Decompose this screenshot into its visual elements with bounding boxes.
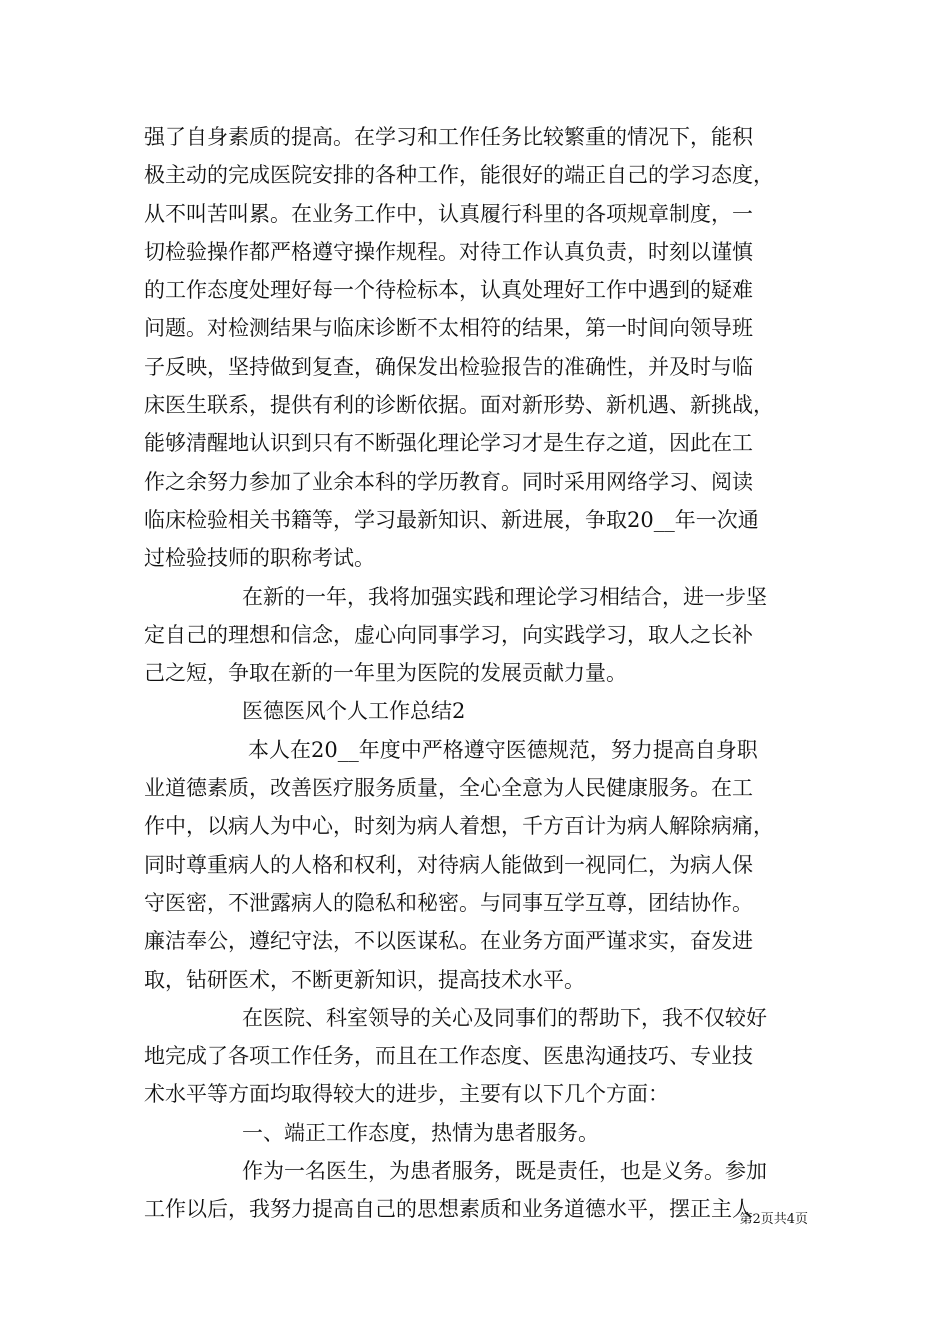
text-line: 地完成了各项工作任务，而且在工作态度、医患沟通技巧、专业技	[144, 1044, 753, 1069]
text-line: 床医生联系，提供有利的诊断依据。面对新形势、新机遇、新挑战，	[144, 393, 774, 418]
text-line: 问题。对检测结果与临床诊断不太相符的结果，第一时间向领导班	[144, 316, 753, 341]
body-text	[144, 118, 816, 1229]
text-line: 能够清醒地认识到只有不断强化理论学习才是生存之道，因此在工	[144, 431, 753, 456]
text-line: 同时尊重病人的人格和权利，对待病人能做到一视同仁，为病人保	[144, 852, 753, 877]
text-line: 从不叫苦叫累。在业务工作中，认真履行科里的各项规章制度，一	[144, 201, 753, 226]
paragraph-start: 在医院、科室领导的关心及同事们的帮助下，我不仅较好	[242, 1005, 767, 1030]
text-line: 定自己的理想和信念，虚心向同事学习，向实践学习，取人之长补	[144, 622, 753, 647]
text-line: 工作以后，我努力提高自己的思想素质和业务道德水平，摆正主人	[144, 1197, 753, 1222]
paragraph-start: 在新的一年，我将加强实践和理论学习相结合，进一步坚	[242, 584, 767, 609]
text-line: 己之短，争取在新的一年里为医院的发展贡献力量。	[144, 661, 627, 686]
text-line: 强了自身素质的提高。在学习和工作任务比较繁重的情况下，能积	[144, 125, 753, 149]
text-line: 的工作态度处理好每一个待检标本，认真处理好工作中遇到的疑难	[144, 278, 753, 303]
subsection-heading: 一、端正工作态度，热情为患者服务。	[242, 1120, 599, 1145]
text-line: 术水平等方面均取得较大的进步，主要有以下几个方面：	[144, 1082, 669, 1107]
text-line: 作之余努力参加了业余本科的学历教育。同时采用网络学习、阅读	[144, 469, 753, 494]
text-line: 作中，以病人为中心，时刻为病人着想，千方百计为病人解除病痛，	[144, 814, 774, 839]
paragraph-start: 本人在20__年度中严格遵守医德规范，努力提高自身职	[248, 737, 758, 762]
text-line: 守医密，不泄露病人的隐私和秘密。与同事互学互尊，团结协作。	[144, 890, 753, 915]
text-line: 过检验技师的职称考试。	[144, 546, 375, 571]
page-number: 第2页共4页	[739, 1212, 808, 1227]
text-line: 极主动的完成医院安排的各种工作，能很好的端正自己的学习态度，	[144, 163, 774, 188]
text-line: 临床检验相关书籍等，学习最新知识、新进展，争取20__年一次通	[144, 507, 759, 532]
text-line: 子反映，坚持做到复查，确保发出检验报告的准确性，并及时与临	[144, 354, 753, 379]
section-heading: 医德医风个人工作总结2	[242, 699, 466, 724]
paragraph-start: 作为一名医生，为患者服务，既是责任，也是义务。参加	[242, 1159, 767, 1184]
text-line: 切检验操作都严格遵守操作规程。对待工作认真负责，时刻以谨慎	[144, 239, 753, 264]
text-line: 取，钻研医术，不断更新知识，提高技术水平。	[144, 967, 585, 992]
text-line: 业道德素质，改善医疗服务质量，全心全意为人民健康服务。在工	[144, 776, 753, 801]
text-line: 廉洁奉公，遵纪守法，不以医谋私。在业务方面严谨求实，奋发进	[144, 929, 753, 954]
